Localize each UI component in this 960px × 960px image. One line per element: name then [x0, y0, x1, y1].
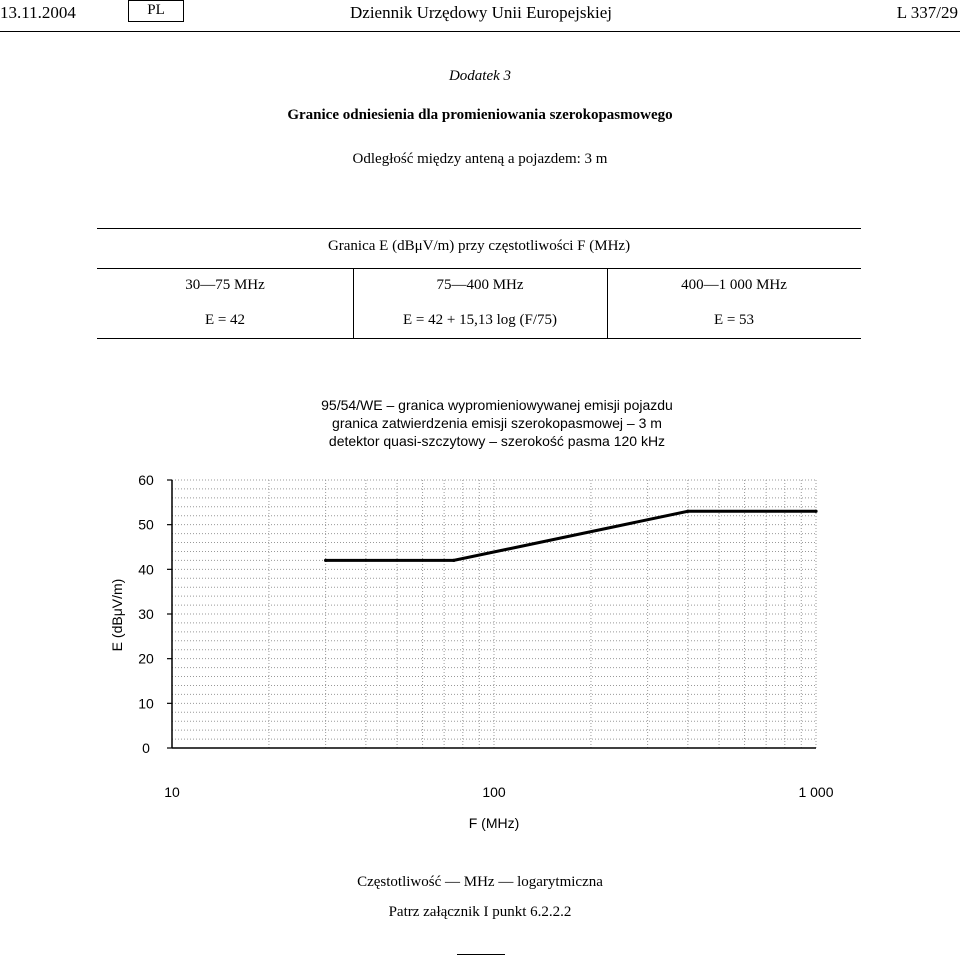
y-axis-label: E (dBμV/m) — [109, 578, 125, 652]
x-tick-label: 100 — [482, 784, 506, 800]
y-tick-label: 40 — [138, 561, 154, 578]
limit-point — [452, 559, 455, 562]
chart-title-line: 95/54/WE – granica wypromieniowywanej emisji pojazdu — [321, 397, 673, 413]
footer-frequency-note: Częstotliwość — MHz — logarytmiczna — [357, 874, 603, 890]
limit-point — [324, 559, 327, 562]
chart-title-line: granica zatwierdzenia emisji szerokopasmowej – 3 m — [332, 415, 662, 431]
limit-point — [686, 510, 689, 513]
chart-grid — [172, 480, 816, 748]
table-value-cell: E = 53 — [713, 312, 755, 328]
x-tick-label: 1 000 — [798, 784, 834, 800]
page-number: L 337/29 — [896, 3, 958, 22]
limit-line — [326, 511, 816, 560]
table-value-cell: E = 42 — [204, 312, 246, 328]
table-value-cell: E = 42 + 15,13 log (F/75) — [403, 312, 557, 328]
header-date: 13.11.2004 — [0, 3, 76, 22]
chart-title-line: detektor quasi-szczytowy – szerokość pasma 120 kHz — [328, 433, 666, 449]
y-tick-label: 0 — [142, 740, 150, 756]
footer-reference: Patrz załącznik I punkt 6.2.2.2 — [388, 904, 572, 920]
y-tick-label: 20 — [138, 650, 154, 667]
table-caption: Granica E (dBμV/m) przy częstotliwości F (MHz) — [327, 238, 631, 254]
table-header-cell: 75—400 MHz — [436, 277, 524, 293]
annex-label: Dodatek 3 — [448, 68, 512, 84]
limit-point — [814, 510, 817, 513]
journal-title: Dziennik Urzędowy Unii Europejskiej — [350, 3, 613, 22]
y-tick-label: 50 — [138, 516, 154, 533]
footer-rule — [457, 954, 505, 955]
chart-labels — [109, 472, 834, 831]
document-subtitle: Odległość między anteną a pojazdem: 3 m — [352, 151, 608, 167]
y-tick-label: 10 — [138, 695, 154, 712]
x-axis-label: F (MHz) — [468, 815, 520, 831]
language-badge: PL — [128, 0, 184, 22]
table-header-cell: 30—75 MHz — [185, 277, 265, 293]
y-tick-label: 30 — [138, 606, 154, 622]
document-title: Granice odniesienia dla promieniowania szerokopasmowego — [287, 107, 673, 123]
chart-series — [324, 510, 818, 562]
table-header-cell: 400—1 000 MHz — [681, 277, 787, 293]
y-tick-label: 60 — [138, 472, 154, 488]
x-tick-label: 10 — [164, 784, 180, 800]
